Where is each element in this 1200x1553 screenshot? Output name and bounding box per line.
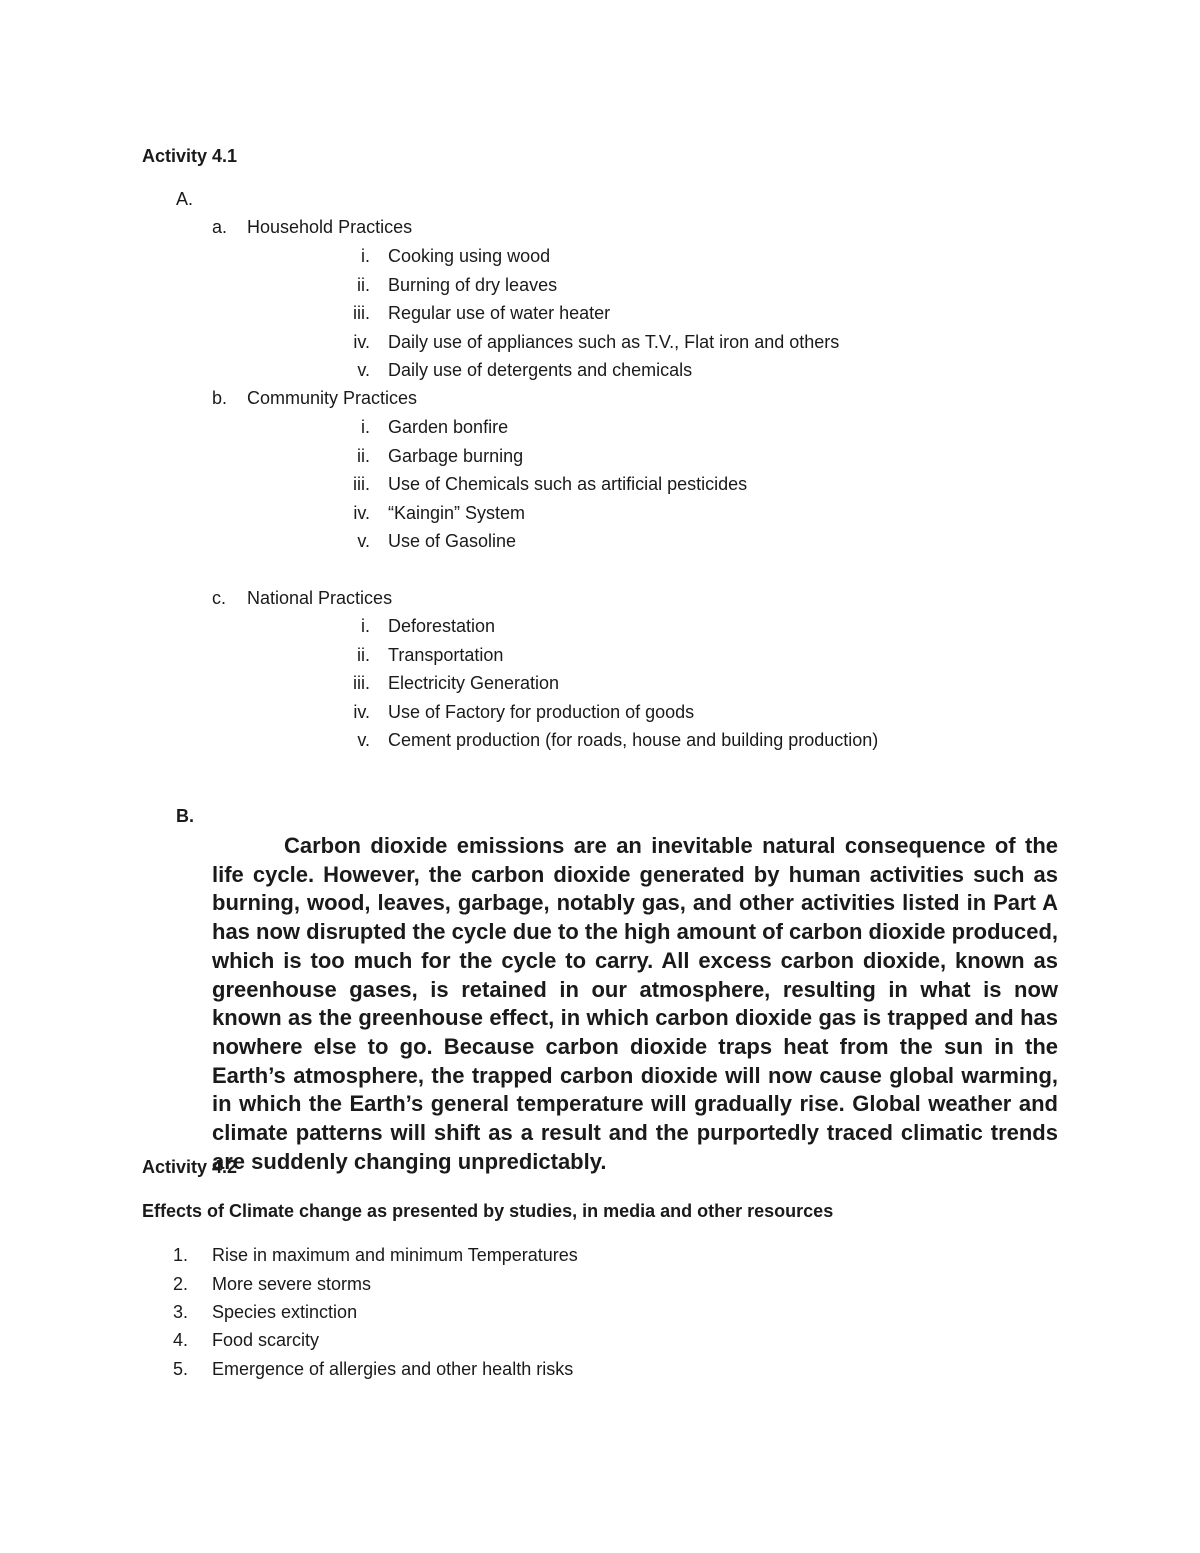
group-a-title: Household Practices (247, 217, 413, 237)
list-item-marker: v. (357, 360, 370, 380)
group-c-title: National Practices (247, 588, 393, 608)
list-item-marker: v. (357, 730, 370, 750)
activity-4-2-title: Activity 4.2 (142, 1157, 238, 1177)
group-a-marker: a. (212, 217, 228, 237)
part-b-label: B. (176, 806, 194, 826)
list-item-marker: 2. (172, 1274, 188, 1294)
list-item-marker: 5. (172, 1359, 188, 1379)
activity-4-2-subtitle: Effects of Climate change as presented by studies, in media and other resources (142, 1201, 834, 1221)
list-item-marker: 4. (172, 1330, 188, 1350)
list-item-marker: iii. (353, 303, 370, 323)
list-item: Daily use of detergents and chemicals (388, 360, 693, 380)
list-item: Use of Gasoline (388, 531, 517, 551)
list-item-marker: i. (361, 616, 370, 636)
list-item-marker: i. (361, 417, 370, 437)
list-item: Garbage burning (388, 446, 524, 466)
list-item-marker: iv. (353, 702, 370, 722)
list-item-marker: i. (361, 246, 370, 266)
list-item: Burning of dry leaves (388, 275, 558, 295)
list-item: Species extinction (212, 1302, 358, 1322)
list-item: Regular use of water heater (388, 303, 611, 323)
list-item-marker: 1. (172, 1245, 188, 1265)
list-item-marker: ii. (357, 446, 370, 466)
list-item: “Kaingin” System (388, 503, 526, 523)
list-item: Cooking using wood (388, 246, 551, 266)
group-b-title: Community Practices (247, 388, 418, 408)
list-item-marker: ii. (357, 645, 370, 665)
list-item: Cement production (for roads, house and building production) (388, 730, 879, 750)
list-item-marker: iv. (353, 503, 370, 523)
group-b-marker: b. (212, 388, 228, 408)
activity-4-1-title: Activity 4.1 (142, 146, 238, 166)
list-item: Food scarcity (212, 1330, 320, 1350)
list-item: Rise in maximum and minimum Temperatures (212, 1245, 578, 1265)
list-item: More severe storms (212, 1274, 372, 1294)
list-item-marker: iii. (353, 673, 370, 693)
part-b-paragraph: Carbon dioxide emissions are an inevitable natural consequence of the life cycle. However, the carbon dioxide generated by human activities such as burning, wood, leaves, garbage, notably gas, and other activities listed in Part A has now disrupted the cycle due to the high amount of carbon dioxide produced, which is too much for the cycle to carry. All excess carbon dioxide, known as greenhouse gases, is retained in our atmosphere, resulting in what is now known as the greenhouse effect, in which carbon dioxide gas is trapped and has nowhere else to go. Because carbon dioxide traps heat from the sun in the Earth’s atmosphere, the trapped carbon dioxide will now cause global warming, in which the Earth’s general temperature will gradually rise. Global weather and climate patterns will shift as a result and the purportedly traced climatic trends are suddenly changing unpredictably. (212, 833, 1058, 1174)
list-item-marker: ii. (357, 275, 370, 295)
part-a-label: A. (176, 189, 194, 209)
list-item-marker: iv. (353, 332, 370, 352)
group-c-marker: c. (212, 588, 227, 608)
list-item-marker: 3. (172, 1302, 188, 1322)
list-item: Deforestation (388, 616, 496, 636)
list-item: Use of Chemicals such as artificial pesticides (388, 474, 748, 494)
list-item: Electricity Generation (388, 673, 560, 693)
list-item: Transportation (388, 645, 504, 665)
list-item-marker: iii. (353, 474, 370, 494)
list-item: Emergence of allergies and other health risks (212, 1359, 574, 1379)
list-item: Garden bonfire (388, 417, 509, 437)
list-item: Use of Factory for production of goods (388, 702, 695, 722)
list-item-marker: v. (357, 531, 370, 551)
list-item: Daily use of appliances such as T.V., Flat iron and others (388, 332, 840, 352)
